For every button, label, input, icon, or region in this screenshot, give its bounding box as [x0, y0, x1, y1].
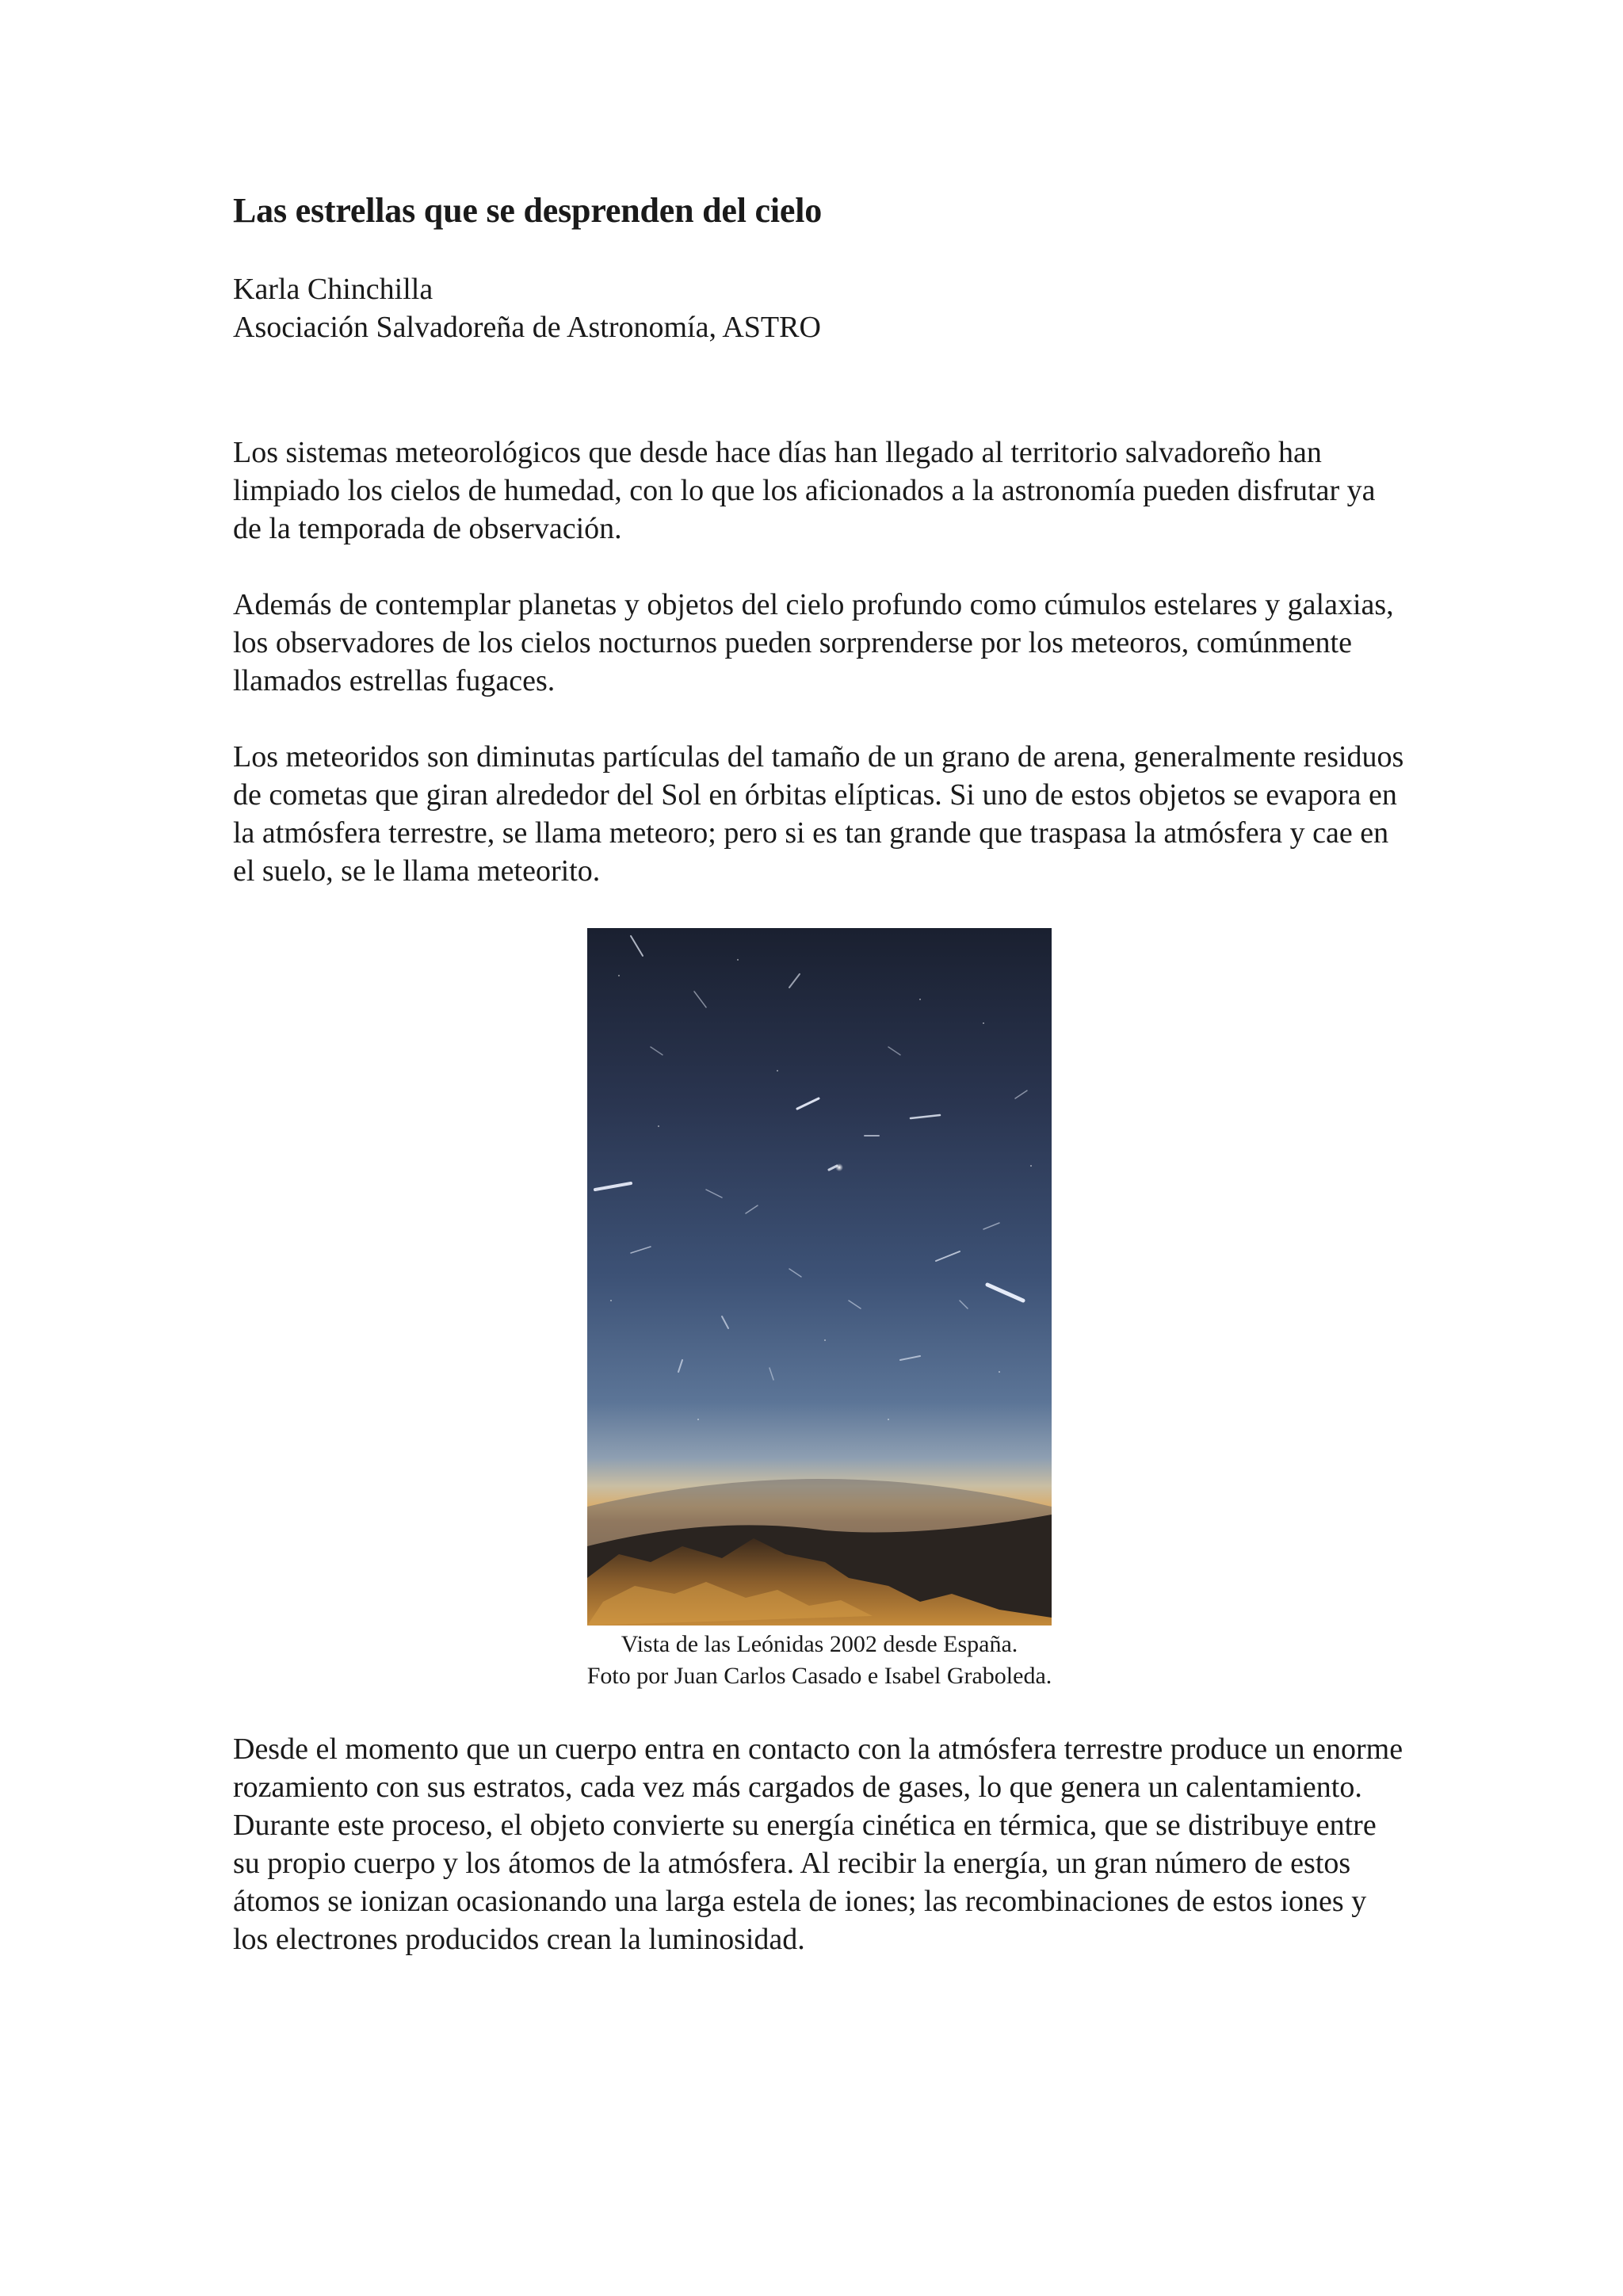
- meteor-shower-photo: [587, 928, 1052, 1626]
- paragraph-4: Desde el momento que un cuerpo entra en contacto con la atmósfera terrestre produce un enorme rozamiento con sus estratos, cada vez más cargados de gases, lo que genera un calentamiento. Durante este proceso, el objeto convierte su energía cinética en térmica, que se distribuye entre su propio cuerpo y los átomos de la atmósfera. Al recibir la energía, un gran número de estos átomos se ionizan ocasionando una larga estela de iones; las recombinaciones de estos iones y los electrones producidos crean la luminosidad.: [233, 1732, 1403, 1956]
- byline: [233, 270, 1406, 346]
- paragraph-3: Los meteoridos son diminutas partículas del tamaño de un grano de arena, generalmente residuos de cometas que giran alrededor del Sol en órbitas elípticas. Si uno de estos objetos se evapora en la atmósfera terrestre, se llama meteoro; pero si es tan grande que traspasa la atmósfera y cae en el suelo, se le llama meteorito.: [233, 739, 1404, 888]
- caption-line-1: Vista de las Leónidas 2002 desde España.: [621, 1630, 1018, 1657]
- figure-caption: [233, 1629, 1406, 1692]
- author-name: Karla Chinchilla: [233, 272, 433, 306]
- article: [233, 190, 1406, 1958]
- paragraph-2: Además de contemplar planetas y objetos del cielo profundo como cúmulos estelares y galaxias, los observadores de los cielos nocturnos pueden sorprenderse por los meteoros, comúnmente llamados estrellas fugaces.: [233, 587, 1394, 697]
- article-title: Las estrellas que se desprenden del cielo: [233, 191, 823, 230]
- paragraph-1: Los sistemas meteorológicos que desde hace días han llegado al territorio salvadoreño han limpiado los cielos de humedad, con lo que los aficionados a la astronomía pueden disfrutar ya de la temporada de observación.: [233, 435, 1376, 545]
- caption-line-2: Foto por Juan Carlos Casado e Isabel Graboleda.: [586, 1662, 1052, 1689]
- meteor-figure: [233, 928, 1406, 1692]
- author-affiliation: Asociación Salvadoreña de Astronomía, ASTRO: [233, 310, 821, 344]
